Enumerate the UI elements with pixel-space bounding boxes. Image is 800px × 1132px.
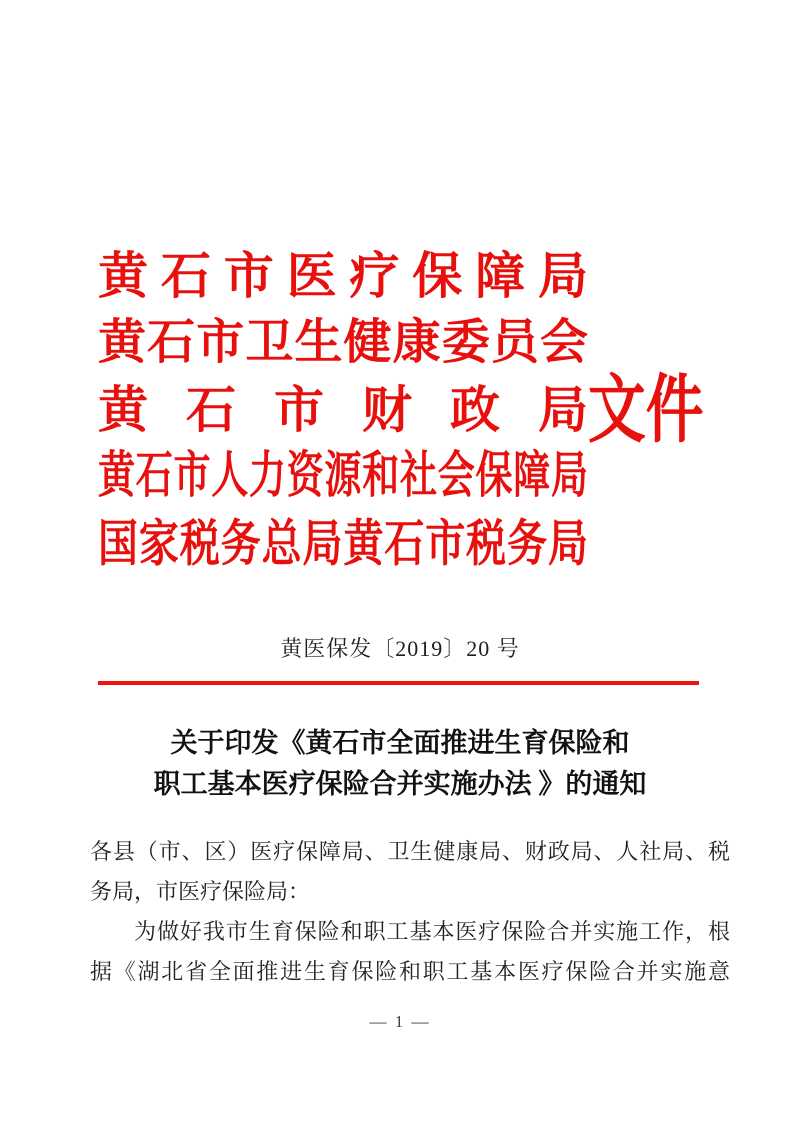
page-number: — 1 — [369,1012,431,1031]
agency-row [98,376,588,443]
document-number: 黄医保发〔2019〕20 号 [280,636,520,661]
red-separator-line [98,681,699,685]
agency-name-medical-security-bureau: 黄石市医疗保障局 [98,247,588,304]
agency-row [98,242,588,309]
document-body [90,832,730,992]
agency-name-health-commission: 黄石市卫生健康委员会 [98,315,588,369]
agency-row [98,443,588,510]
agency-row [98,309,588,376]
document-title-line-1: 关于印发《黄石市全面推进生育保险和 [170,728,630,758]
agency-name-human-resources-bureau: 黄石市人力资源和社会保障局 [98,448,588,505]
document-title [0,723,800,805]
agency-name-tax-bureau: 国家税务总局黄石市税务局 [98,514,588,571]
body-text-line: 务局，市医疗保险局： [90,879,311,904]
agency-row [98,510,588,577]
document-type-label: 文件 [588,370,704,452]
body-text-line: 据《湖北省全面推进生育保险和职工基本医疗保险合并实施意 [90,959,730,984]
red-header-block [98,242,588,577]
agency-name-finance-bureau: 黄石市财政局 [98,381,588,438]
body-text-line: 各县（市、区）医疗保障局、卫生健康局、财政局、人社局、税 [90,839,730,864]
body-text-line: 为做好我市生育保险和职工基本医疗保险合并实施工作，根 [134,919,730,944]
document-title-line-2: 职工基本医疗保险合并实施办法 》的通知 [153,769,647,799]
